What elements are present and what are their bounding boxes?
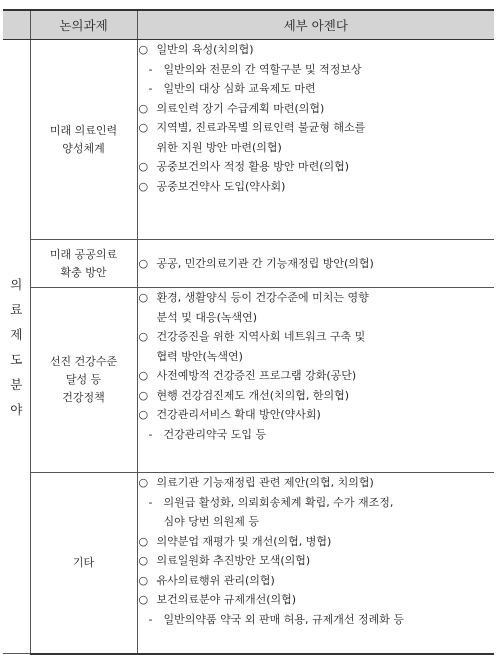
- topic-line: 미래 공공의료: [49, 247, 118, 261]
- topic-line: 확충 방안: [60, 265, 107, 279]
- agenda-item-text: 보건의료분야 규제개선(의협): [156, 593, 297, 606]
- field-char: 제: [10, 326, 23, 342]
- bullet-mark: ○: [138, 179, 149, 193]
- agenda-subitem-text: 의원급 활성화, 의뢰회송체계 확립, 수가 재조정,: [163, 495, 394, 509]
- agenda-item: [138, 118, 495, 138]
- agenda-cell: [137, 473, 494, 654]
- bullet-mark: ○: [138, 121, 149, 134]
- agenda-item-text: 공중보건의사 적정 활용 방안 마련(의협): [156, 160, 350, 173]
- bullet-mark: ○: [138, 256, 149, 270]
- agenda-item: [138, 99, 495, 119]
- bullet-mark: ○: [138, 388, 149, 402]
- agenda-subitem: [138, 60, 495, 80]
- topic-cell: [30, 473, 137, 654]
- bullet-mark: ○: [138, 160, 149, 173]
- agenda-item: [138, 551, 495, 571]
- bullet-mark: ○: [138, 593, 149, 606]
- agenda-subitem-text: 일반의약품 약국 외 판매 허용, 규제개선 정례화 등: [163, 612, 404, 626]
- agenda-item: [138, 386, 495, 406]
- topic-line: 달성 등: [65, 373, 102, 386]
- agenda-item-text: 의료기관 기능재정립 관련 제안(의협, 치의협): [156, 476, 374, 489]
- agenda-item-text: 일반의 육성(치의협): [156, 43, 254, 56]
- field-char: 도: [10, 351, 23, 367]
- agenda-subitem-text: 건강관리약국 도입 등: [163, 427, 267, 441]
- topic-cell: [30, 40, 137, 240]
- agenda-item: [138, 327, 495, 347]
- bullet-mark: ○: [138, 554, 149, 567]
- topic-cell: [30, 288, 137, 473]
- bullet-mark: ○: [138, 369, 149, 382]
- agenda-subitem-text: 일반의 대상 심화 교육제도 마련: [163, 82, 316, 95]
- agenda-item: [138, 473, 495, 493]
- bullet-mark: ○: [138, 573, 149, 587]
- agenda-item: [138, 590, 495, 610]
- agenda-item-text: 현행 건강검진제도 개선(치의협, 한의협): [156, 388, 350, 402]
- agenda-cell: [137, 240, 494, 288]
- agenda-item: [138, 405, 495, 425]
- section-row: [3, 40, 494, 240]
- field-label: [3, 40, 30, 654]
- field-char: 의: [10, 276, 23, 292]
- agenda-subitem-continuation: 심야 당번 의원제 등: [163, 515, 259, 528]
- agenda-item-text: 공공, 민간의료기관 간 기능재정립 방안(의협): [156, 256, 374, 270]
- section-row: [3, 240, 494, 288]
- agenda-item-text: 의료인력 장기 수급계획 마련(의협): [156, 101, 325, 115]
- section-row: [3, 473, 494, 654]
- agenda-item-text: 사전예방적 건강증진 프로그램 강화(공단): [156, 369, 357, 382]
- agenda-item-text: 환경, 생활양식 등이 건강수준에 미치는 영향: [156, 291, 369, 304]
- dash-mark: -: [148, 427, 153, 441]
- dash-mark: -: [148, 82, 153, 95]
- agenda-item: [138, 571, 495, 591]
- header-row: [3, 10, 494, 40]
- agenda-item-text: 의약분업 재평가 및 개선(의협, 병협): [156, 534, 332, 548]
- topic-line: 양성체계: [62, 141, 105, 155]
- agenda-item: [138, 254, 495, 274]
- agenda-subitem: [138, 610, 495, 630]
- agenda-item-text: 의료일원화 추진방안 모색(의협): [156, 554, 311, 567]
- topic-cell: [30, 240, 137, 288]
- header-agenda: 세부 아젠다: [137, 10, 494, 40]
- agenda-item-text: 공중보건약사 도입(약사회): [156, 179, 286, 193]
- header-topic: 논의과제: [30, 10, 137, 40]
- topic-line: 선진 건강수준: [49, 355, 118, 368]
- header-blank: [3, 10, 30, 40]
- field-char: 료: [10, 301, 23, 317]
- agenda-item: [138, 366, 495, 386]
- agenda-subitem: [138, 425, 495, 445]
- agenda-item-text: 건강관리서비스 확대 방안(약사회): [156, 408, 321, 421]
- agenda-table: [3, 9, 494, 655]
- agenda-item-continuation: 분석 및 대응(녹색연): [156, 310, 258, 324]
- bullet-mark: ○: [138, 330, 149, 343]
- dash-mark: -: [148, 62, 153, 76]
- bullet-mark: ○: [138, 101, 149, 115]
- bullet-mark: ○: [138, 43, 149, 56]
- bullet-mark: ○: [138, 534, 149, 548]
- dash-mark: -: [148, 612, 153, 626]
- topic-line: 미래 의료인력: [49, 123, 118, 137]
- agenda-item: [138, 40, 495, 60]
- agenda-item: [138, 288, 495, 308]
- topic-line: 기타: [72, 555, 95, 569]
- bullet-mark: ○: [138, 291, 149, 304]
- agenda-item-text: 건강증진을 위한 지역사회 네트워크 구축 및: [156, 330, 366, 343]
- agenda-item: [138, 177, 495, 197]
- agenda-item-continuation: 위한 지원 방안 마련(의협): [156, 140, 282, 154]
- agenda-subitem-text: 일반의와 전문의 간 역할구분 및 적정보상: [163, 62, 362, 76]
- agenda-item: [138, 532, 495, 552]
- topic-line: 건강정책: [62, 391, 105, 404]
- agenda-cell: [137, 288, 494, 473]
- agenda-subitem: [138, 493, 495, 513]
- section-row: [3, 288, 494, 473]
- agenda-item-text: 유사의료행위 관리(의협): [156, 573, 275, 587]
- agenda-subitem: [138, 79, 495, 99]
- dash-mark: -: [148, 495, 153, 509]
- field-char: 야: [10, 401, 23, 417]
- agenda-item: [138, 157, 495, 177]
- bullet-mark: ○: [138, 476, 149, 489]
- field-char: 분: [10, 376, 23, 392]
- agenda-cell: [137, 40, 494, 240]
- bullet-mark: ○: [138, 408, 149, 421]
- agenda-item-continuation: 협력 방안(녹색연): [156, 349, 243, 363]
- agenda-item-text: 지역별, 진료과목별 의료인력 불균형 해소를: [156, 121, 366, 134]
